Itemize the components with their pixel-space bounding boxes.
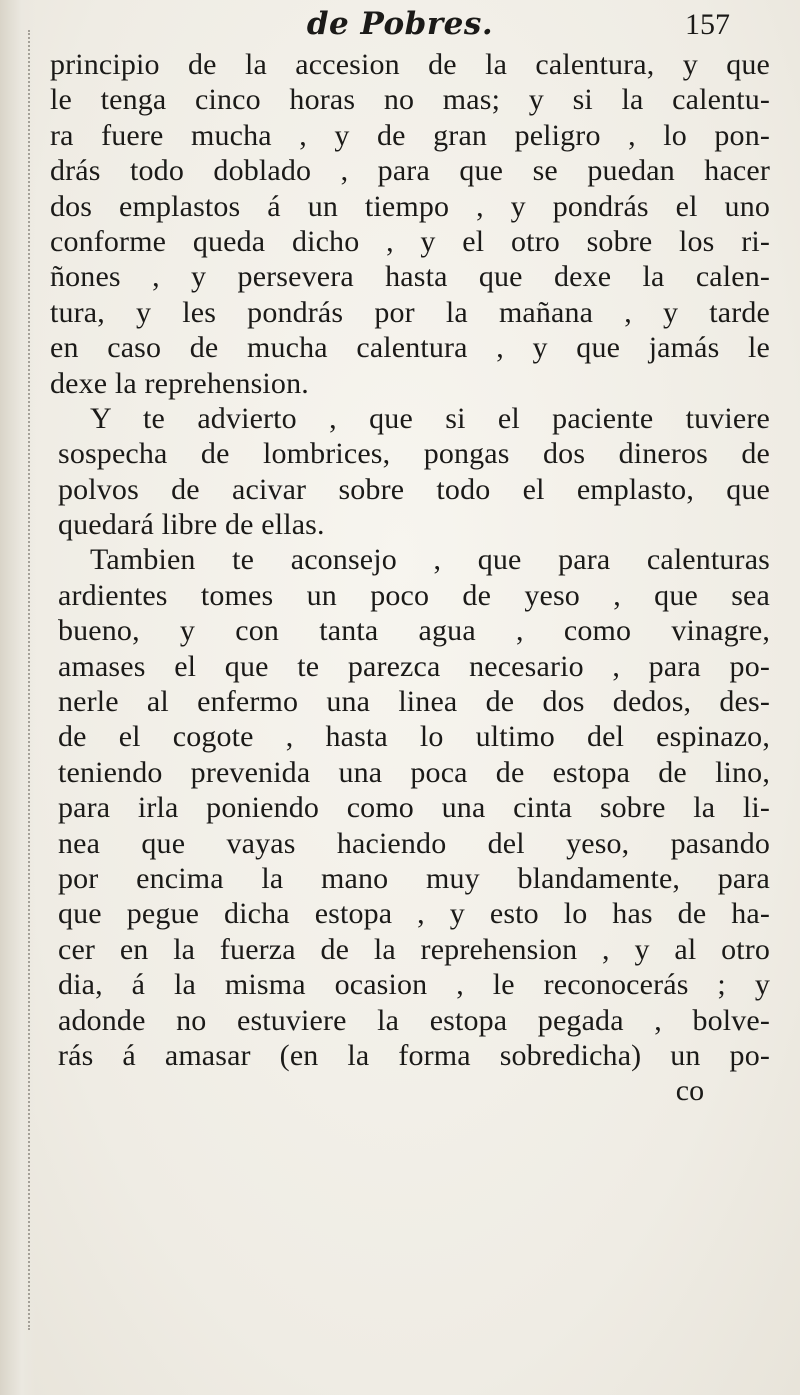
text-line: sospecha de lombrices, pongas dos dineros de (58, 437, 770, 471)
text-line: ñones , y persevera hasta que dexe la calen- (50, 260, 770, 294)
page-header (0, 6, 800, 46)
text-line: le tenga cinco horas no mas; y si la calentu- (50, 83, 770, 117)
catchword: co (675, 1074, 705, 1108)
text-line: en caso de mucha calentura , y que jamás le (50, 331, 770, 365)
text-line: ra fuere mucha , y de gran peligro , lo pon- (50, 118, 770, 152)
text-line: rás á amasar (en la forma sobredicha) un po- (58, 1038, 770, 1072)
text-line: nea que vayas haciendo del yeso, pasando (58, 826, 770, 860)
paragraph-start-line: Tambien te aconsejo , que para calenturas (90, 543, 770, 577)
text-line: adonde no estuviere la estopa pegada , bolve- (58, 1003, 770, 1037)
text-line: principio de la accesion de la calentura, y que (50, 48, 770, 81)
text-line: dos emplastos á un tiempo , y pondrás el uno (50, 189, 770, 223)
text-line: tura, y les pondrás por la mañana , y tarde (50, 295, 770, 329)
text-line: nerle al enfermo una linea de dos dedos, des- (58, 685, 770, 719)
text-line: por encima la mano muy blandamente, para (58, 861, 770, 895)
text-line: polvos de acivar sobre todo el emplasto, que (58, 472, 770, 506)
text-line: dexe la reprehension. (50, 366, 309, 400)
text-line: amases el que te parezca necesario , para po- (58, 649, 770, 683)
text-line: bueno, y con tanta agua , como vinagre, (58, 614, 770, 648)
text-line: teniendo prevenida una poca de estopa de lino, (58, 755, 770, 789)
text-line: conforme queda dicho , y el otro sobre los ri- (50, 224, 770, 258)
body-text (50, 47, 770, 1109)
text-line: dia, á la misma ocasion , le reconocerás ; y (58, 968, 770, 1002)
page-gutter (0, 0, 36, 1395)
text-line: de el cogote , hasta lo ultimo del espinazo, (58, 720, 770, 754)
paragraph-start-line: Y te advierto , que si el paciente tuviere (90, 401, 770, 435)
text-line: que pegue dicha estopa , y esto lo has de ha- (58, 897, 770, 931)
text-line: ardientes tomes un poco de yeso , que sea (58, 578, 770, 612)
gutter-marks (28, 30, 33, 1330)
running-title: de Pobres. (306, 6, 494, 42)
text-line: quedará libre de ellas. (58, 508, 325, 542)
page-number: 157 (685, 8, 730, 41)
text-line: drás todo doblado , para que se puedan hacer (50, 154, 770, 188)
text-line: para irla poniendo como una cinta sobre la li- (58, 791, 770, 825)
text-line: cer en la fuerza de la reprehension , y al otro (58, 932, 770, 966)
